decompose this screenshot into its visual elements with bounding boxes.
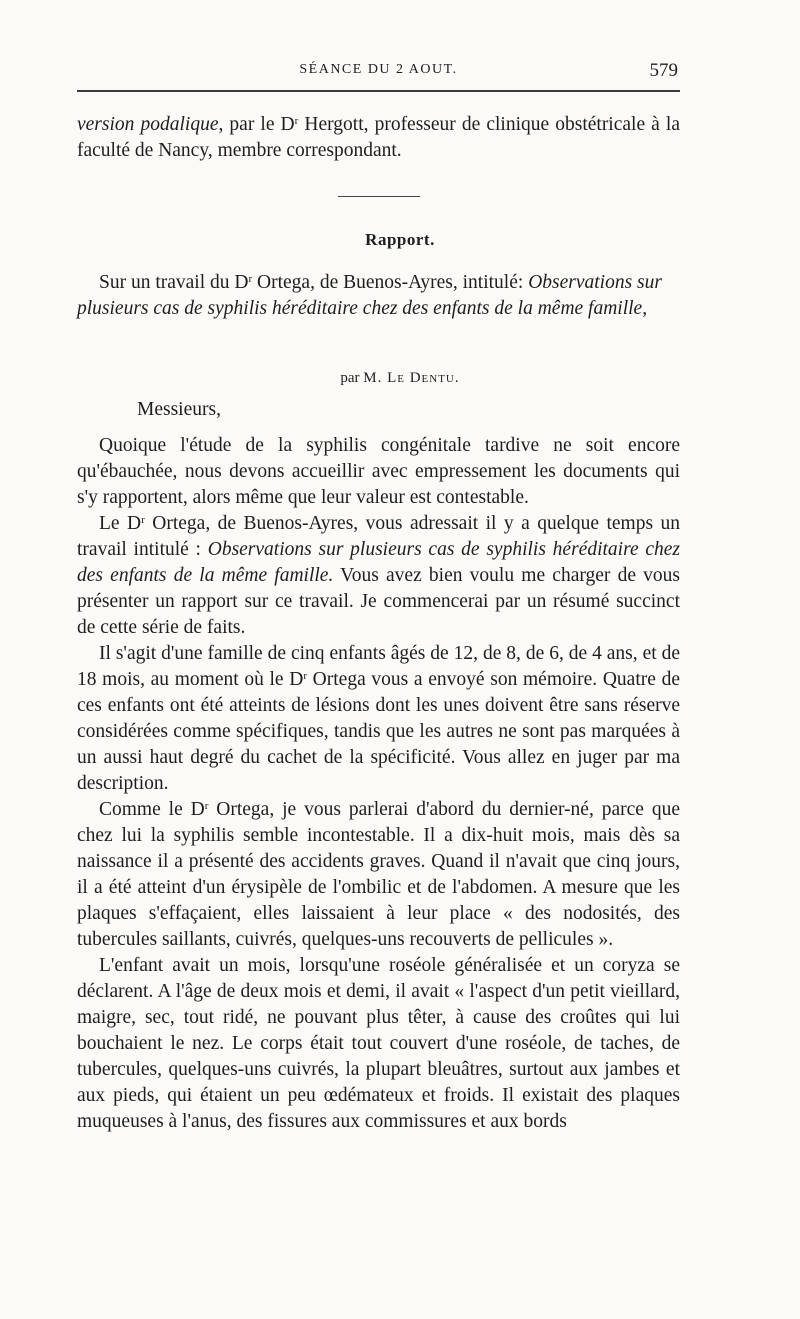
p2-text-c: Vous avez bien voulu me charger de vous présenter un rapport sur ce travail. Je commencerai par un résumé succinct de cette série de faits. (77, 565, 681, 638)
page-number: 579 (649, 60, 678, 81)
report-subject (77, 270, 680, 322)
subject-sup: r (248, 273, 253, 285)
paragraph-3 (77, 641, 680, 797)
byline-prefix: par (340, 370, 364, 386)
intro-sup: r (294, 115, 299, 127)
p3-text-a: Il s'agit d'une famille de cinq enfants âgés de 12, de 8, de 6, de 4 ans, et de 18 mois, au moment où le D (77, 643, 680, 690)
section-divider (338, 196, 420, 197)
p4-sup: r (204, 800, 209, 812)
byline-author: M. Le Dentu. (363, 370, 460, 386)
page-header (77, 58, 680, 92)
p3-text-b: Ortega vous a envoyé son mémoire. Quatre de ces enfants ont été atteints de lésions dont les unes doivent être sans réserve considérées comme spécifiques, tandis que les autres ne sont pas marquées à un aussi haut degré du cachet de la spécificité. Vous allez en juger par ma description. (77, 669, 680, 794)
paragraph-4 (77, 797, 680, 953)
intro-italic-lead: version podalique (77, 114, 219, 135)
p4-text-b: Ortega, je vous parlerai d'abord du dernier-né, parce que chez lui la syphilis semble incontestable. Il a dix-huit mois, mais dès sa naissance il a présenté des accidents graves. Quand il n'avait que cinq jours, il a été atteint d'un érysipèle de l'ombilic et de l'abdomen. A mesure que les plaques s'effaçaient, elles laissaient à leur place « des nodosités, des tubercules saillants, cuivrés, quelques-uns recouverts de pellicules ». (77, 799, 680, 950)
p2-text-a: Le D (99, 513, 142, 534)
intro-text-a: , par le D (218, 114, 295, 135)
paragraph-2 (77, 511, 680, 641)
p4-text-a: Comme le D (99, 799, 205, 820)
paragraph-1: Quoique l'étude de la syphilis congénitale tardive ne soit encore qu'ébauchée, nous devons accueillir avec empressement les documents qui s'y rapportent, alors même que leur valeur est contestable. (77, 435, 680, 508)
intro-paragraph (77, 112, 680, 164)
paragraph-5: L'enfant avait un mois, lorsqu'une roséole généralisée et un coryza se déclarent. A l'âge de deux mois et demi, il avait « l'aspect d'un petit vieillard, maigre, sec, tout ridé, ne pouvant plus têter, à cause des croûtes qui lui bouchaient le nez. Le corps était tout couvert d'une roséole, de taches, de tubercules, quelques-uns cuivrés, la plupart bleuâtres, surtout aux jambes et aux pieds, qui étaient un peu œdémateux et froids. Il existait des plaques muqueuses à l'anus, des fissures aux commissures et aux bords (77, 955, 680, 1132)
byline (0, 370, 800, 387)
subject-italic-title: Observations sur plusieurs cas de syphilis héréditaire chez des enfants de la même famille, (77, 272, 662, 319)
intro-text-b: Hergott, professeur de clinique obstétricale à la faculté de Nancy, membre correspondant. (77, 114, 680, 161)
p2-italic-title: Observations sur plusieurs cas de syphilis héréditaire chez des enfants de la même famille. (77, 539, 680, 586)
subject-text-a: Sur un travail du D (99, 272, 249, 293)
subject-text-b: Ortega, de Buenos-Ayres, intitulé: (252, 272, 529, 293)
p2-sup: r (141, 514, 145, 526)
salutation: Messieurs, (137, 399, 221, 420)
report-body (77, 433, 680, 1135)
running-title: SÉANCE DU 2 AOUT. (299, 62, 458, 77)
p2-text-b: Ortega, de Buenos-Ayres, vous adressait il y a quelque temps un travail intitulé : (77, 513, 680, 560)
section-title: Rapport. (365, 230, 435, 249)
p3-sup: r (303, 670, 307, 682)
